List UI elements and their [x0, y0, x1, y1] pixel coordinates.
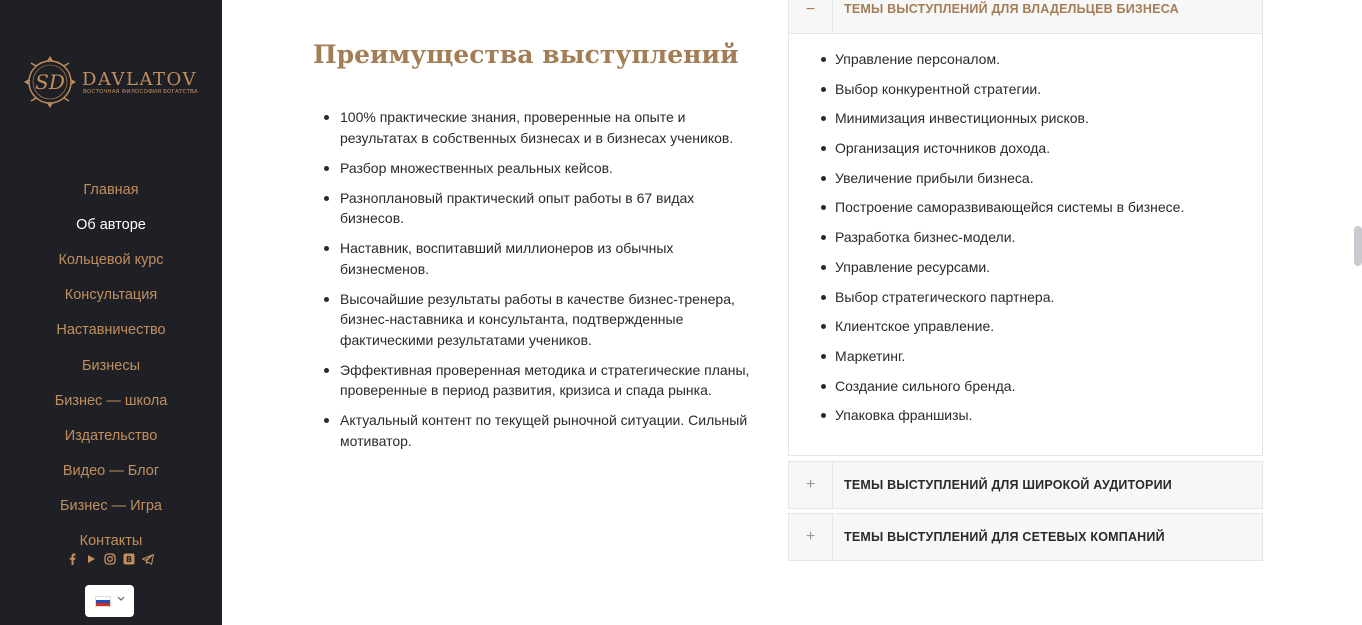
sd-emblem-icon [22, 54, 78, 110]
list-item: Клиентское управление. [815, 316, 1255, 346]
accordion-header[interactable] [789, 462, 1262, 508]
vk-icon[interactable] [123, 552, 135, 566]
list-item: Разбор множественных реальных кейсов. [320, 158, 760, 179]
nav-item-consultation[interactable]: Консультация [64, 287, 158, 304]
list-item: Актуальный контент по текущей рыночной ситуации. Сильный мотиватор. [320, 410, 760, 451]
list-item: Эффективная проверенная методика и стратегические планы, проверенные в период развития, кризиса и спада рынка. [320, 360, 760, 401]
nav-item-ring-course[interactable]: Кольцевой курс [58, 251, 164, 268]
nav-item-business-school[interactable]: Бизнес — школа [54, 392, 168, 409]
sidebar [0, 0, 222, 625]
list-item: Построение саморазвивающейся системы в бизнесе. [815, 197, 1255, 227]
list-item: Выбор конкурентной стратегии. [815, 79, 1255, 109]
accordion-title[interactable]: ТЕМЫ ВЫСТУПЛЕНИЙ ДЛЯ ВЛАДЕЛЬЦЕВ БИЗНЕСА [844, 2, 1179, 16]
list-item: Выбор стратегического партнера. [815, 287, 1255, 317]
list-item: Наставник, воспитавший миллионеров из обычных бизнесменов. [320, 238, 760, 279]
accordion-title[interactable]: ТЕМЫ ВЫСТУПЛЕНИЙ ДЛЯ ШИРОКОЙ АУДИТОРИИ [844, 478, 1172, 492]
nav-item-contacts[interactable]: Контакты [79, 533, 143, 550]
brand-tagline: ВОСТОЧНАЯ ФИЛОСОФИЯ БОГАТСТВА [83, 89, 198, 95]
nav-item-business-game[interactable]: Бизнес — Игра [60, 498, 162, 515]
expand-icon[interactable]: + [789, 514, 833, 560]
site-logo[interactable] [22, 54, 200, 112]
nav-item-video-blog[interactable]: Видео — Блог [62, 463, 160, 480]
telegram-icon[interactable] [142, 552, 154, 566]
benefits-list [320, 107, 760, 461]
nav-item-about[interactable]: Об авторе [76, 216, 146, 233]
list-item: Создание сильного бренда. [815, 376, 1255, 406]
list-item: 100% практические знания, проверенные на опыте и результатах в собственных бизнесах и в бизнесах учеников. [320, 107, 760, 148]
nav-item-publishing[interactable]: Издательство [64, 427, 158, 444]
collapse-icon[interactable]: − [789, 0, 833, 33]
ru-flag-icon [95, 596, 111, 607]
nav-item-home[interactable]: Главная [83, 181, 139, 198]
brand-name: DAVLATOV [82, 69, 197, 90]
accordion-business-owners [788, 0, 1263, 456]
accordion-header[interactable] [789, 0, 1262, 34]
youtube-icon[interactable] [85, 552, 97, 566]
list-item: Организация источников дохода. [815, 138, 1255, 168]
accordion-header[interactable] [789, 514, 1262, 560]
nav-item-businesses[interactable]: Бизнесы [81, 357, 140, 374]
language-selector[interactable] [85, 585, 134, 617]
list-item: Управление ресурсами. [815, 257, 1255, 287]
accordion-wide-audience [788, 461, 1263, 509]
social-links [66, 552, 154, 566]
list-item: Управление персоналом. [815, 49, 1255, 79]
list-item: Разработка бизнес-модели. [815, 227, 1255, 257]
list-item: Увеличение прибыли бизнеса. [815, 168, 1255, 198]
svg-text:B: B [125, 555, 133, 564]
accordion-network-companies [788, 513, 1263, 561]
expand-icon[interactable]: + [789, 462, 833, 508]
nav-item-mentoring[interactable]: Наставничество [56, 322, 166, 339]
list-item: Высочайшие результаты работы в качестве бизнес-тренера, бизнес-наставника и консультанта, подтвержденные фактическими результатами учеников. [320, 289, 760, 351]
instagram-icon[interactable] [104, 552, 116, 566]
chevron-down-icon [117, 594, 125, 604]
facebook-icon[interactable] [66, 552, 78, 566]
list-item: Маркетинг. [815, 346, 1255, 376]
list-item: Минимизация инвестиционных рисков. [815, 108, 1255, 138]
list-item: Упаковка франшизы. [815, 405, 1255, 435]
list-item: Разноплановый практический опыт работы в 67 видах бизнесов. [320, 188, 760, 229]
page-scrollbar[interactable] [1354, 226, 1362, 266]
accordion-title[interactable]: ТЕМЫ ВЫСТУПЛЕНИЙ ДЛЯ СЕТЕВЫХ КОМПАНИЙ [844, 530, 1165, 544]
page-title: Преимущества выступлений [313, 40, 739, 69]
svg-text:SD: SD [35, 70, 65, 94]
main-nav [0, 172, 222, 559]
topics-list [815, 49, 1255, 435]
